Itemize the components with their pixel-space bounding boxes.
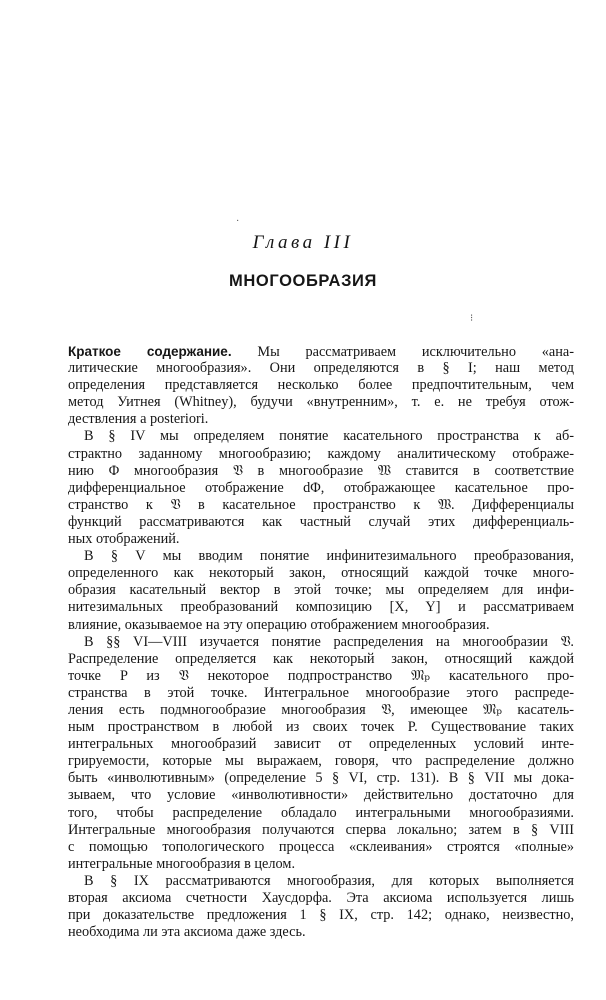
- text-line: с помощью топологического процесса «склеивания» строятся «полные»: [68, 838, 574, 855]
- text-line: определения представляется несколько более предпочтительным, чем: [68, 377, 574, 394]
- text-line: страктно заданному многообразию; каждому аналитическому отображе-: [68, 445, 574, 462]
- paragraph-section-v: [68, 548, 574, 633]
- text-line: ных отображений.: [68, 531, 180, 548]
- paragraph-sections-vi-viii: [68, 634, 574, 873]
- text-line: литические многообразия». Они определяются в § I; наш метод: [68, 360, 574, 377]
- text-line: функций рассматриваются как частный случай этих дифференциаль-: [68, 513, 574, 530]
- text-line: влияние, оказываемое на эту операцию отображением многообразия.: [68, 616, 490, 633]
- summary-paragraph: [68, 343, 574, 428]
- text-line: Распределение определяется как некоторый закон, относящий каждой: [68, 650, 574, 667]
- text-line: того, чтобы распределение обладало интегральными многообразиями.: [68, 804, 574, 821]
- text-line: нитезимальных преобразований композицию [X, Y] и рассматриваем: [68, 599, 574, 616]
- text-line: грируемости, которые мы выражаем, говоря, что распределение должно: [68, 753, 574, 770]
- text-line: точке P из 𝔙 некоторое подпространство 𝔐ₚ касательного про-: [68, 667, 574, 684]
- text-line: быть «инволютивным» (определение 5 § VI, стр. 131). В § VII мы дока-: [68, 770, 574, 787]
- text-line: зываем, что условие «инволютивности» действительно достаточно для: [68, 787, 574, 804]
- text-line: определенного как некоторый закон, относящий каждой точке много-: [68, 565, 574, 582]
- print-speck: ⁝: [470, 313, 474, 324]
- chapter-label: Глава III: [252, 232, 354, 253]
- paragraph-section-iv: [68, 428, 574, 548]
- text-line: В § IV мы определяем понятие касательного пространства к аб-: [84, 428, 574, 445]
- text-line: нию Φ многообразия 𝔙 в многообразие 𝔚 ставится в соответствие: [68, 462, 574, 479]
- text-line: необходима ли эта аксиома даже здесь.: [68, 924, 306, 941]
- paragraph-section-ix: [68, 873, 574, 941]
- text-line: ления есть подмногообразие многообразия 𝔙, имеющее 𝔐ₚ касатель-: [68, 701, 574, 718]
- summary-lead: Краткое содержание.: [68, 344, 232, 359]
- text-line: при доказательстве предложения 1 § IX, стр. 142; однако, неизвестно,: [68, 907, 574, 924]
- text-line: интегральные многообразия в целом.: [68, 855, 296, 872]
- text-line: образия касательный вектор в этой точке; мы определяем для инфи-: [68, 582, 574, 599]
- text-line: метод Уитнея (Whitney), будучи «внутренним», т. е. не требуя отож-: [68, 394, 574, 411]
- print-speck: ·: [236, 216, 240, 227]
- text-line: Мы рассматриваем исключительно «ана-: [231, 344, 574, 360]
- text-line: странства в этой точке. Интегральное многообразие этого распреде-: [68, 684, 574, 701]
- text-line: интегральных многообразий зависит от определенных условий инте-: [68, 736, 574, 753]
- text-line: странство к 𝔙 в касательное пространство к 𝔚. Дифференциалы: [68, 496, 574, 513]
- text-line: дествления a posteriori.: [68, 411, 209, 428]
- text-line: вторая аксиома счетности Хаусдорфа. Эта аксиома используется лишь: [68, 890, 574, 906]
- text-line: В §§ VI—VIII изучается понятие распределения на многообразии 𝔙.: [84, 633, 574, 650]
- text-line: дифференциальное отображение dΦ, отображающее касательное про-: [68, 479, 574, 496]
- text-line: Интегральные многообразия получаются сперва локально; затем в § VIII: [68, 821, 574, 838]
- text-line: В § V мы вводим понятие инфинитезимального преобразования,: [84, 548, 574, 565]
- text-line: ным пространством в любой из своих точек P. Существование таких: [68, 719, 574, 736]
- chapter-title: МНОГООБРАЗИЯ: [229, 272, 377, 290]
- chapter-summary-text: [68, 343, 574, 941]
- text-line: В § IX рассматриваются многообразия, для которых выполняется: [84, 872, 574, 889]
